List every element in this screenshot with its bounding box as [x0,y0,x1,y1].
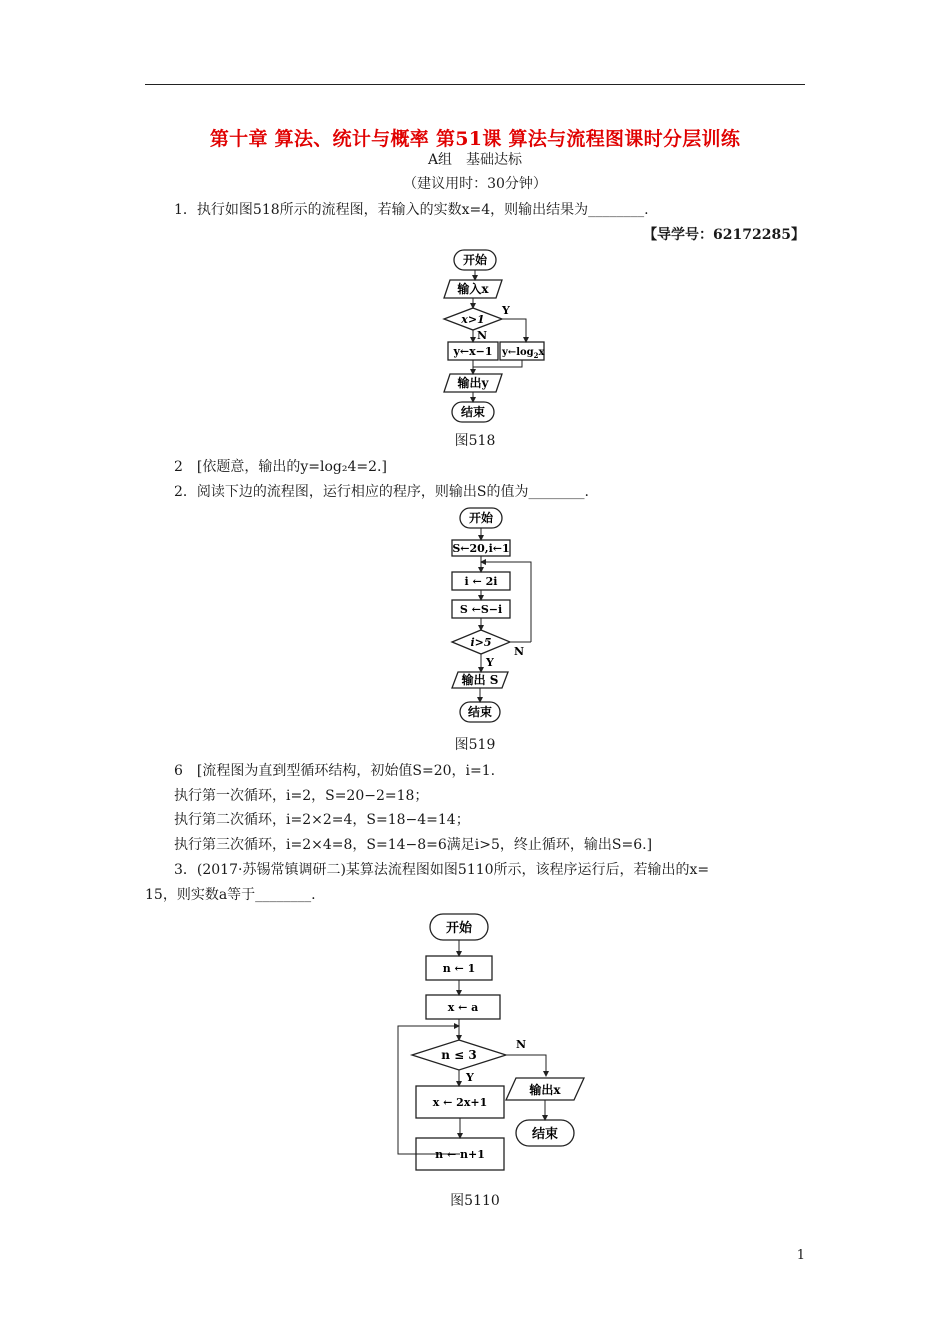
q2-answer-line-1: 6 [流程图为直到型循环结构，初始值S=20，i=1. [174,763,496,779]
q3-text-line-2: 15，则实数a等于________. [145,887,316,903]
q2-answer-line-2: 执行第一次循环，i=2，S=20−2=18； [174,788,429,804]
fc3-init-n-text: n ← 1 [442,962,476,975]
fc1-right-sub: 2 [533,351,539,360]
fc1-input-text: 输入x [457,282,489,296]
fc3-cond-text: n ≤ 3 [441,1048,477,1062]
fc3-end-text: 结束 [531,1127,559,1142]
q3-text-line-1: 3．(2017·苏锡常镇调研二)某算法流程图如图5110所示，该程序运行后，若输出的x= [174,862,710,878]
fc3-yes-label: Y [466,1071,474,1084]
fc3-output-text: 输出x [529,1083,561,1097]
q2-answer-line-3: 执行第二次循环，i=2×2=4，S=18−4=14； [174,812,470,828]
fc1-start-text: 开始 [462,253,488,267]
fc2-output-text: 输出 S [461,673,499,687]
time-hint: （建议用时：30分钟） [403,176,547,192]
page-number: 1 [796,1248,805,1263]
fc1-right-tail: x [538,347,545,358]
fc2-start-text: 开始 [468,511,494,525]
fc2-step1-text: i ← 2i [464,575,498,588]
fc2-cond-text: i>5 [470,636,492,649]
fc2-step2-text: S ←S−i [459,603,503,616]
fc3-start-text: 开始 [445,921,473,936]
fc2-end-text: 结束 [467,705,493,719]
fc2-init-text: S←20,i←1 [452,542,510,555]
q2-text: 2．阅读下边的流程图，运行相应的程序，则输出S的值为________. [174,484,589,500]
caption-5110: 图5110 [450,1193,500,1209]
q1-text: 1．执行如图518所示的流程图，若输入的实数x=4，则输出结果为________. [174,202,649,218]
flowchart-518 [440,246,560,424]
group-label: A组 基础达标 [427,152,523,168]
caption-518: 图518 [454,433,496,449]
caption-519: 图519 [454,737,496,753]
fc1-no-label: N [477,329,488,342]
svg-text:y←log2x [501,347,546,360]
fc3-no-label: N [516,1038,527,1051]
fc3-init-x-text: x ← a [447,1001,479,1014]
chapter-title: 第十章 算法、统计与概率 第51课 算法与流程图课时分层训练 [209,128,741,150]
fc1-end-text: 结束 [460,405,486,419]
fc2-no-label: N [514,645,525,658]
q1-ref: 【导学号：62172285】 [643,227,805,243]
fc3-step1-text: x ← 2x+1 [432,1096,488,1109]
fc1-cond-text: x>1 [461,313,485,326]
fc1-right-text: y←log [502,347,534,358]
fc2-yes-label: Y [486,656,494,669]
header-rule [145,84,805,85]
flowchart-5110 [392,908,592,1184]
fc3-step2-text: n ← n+1 [435,1148,485,1161]
fc1-yes-label: Y [502,304,510,317]
fc1-left-text: y←x−1 [453,345,493,358]
flowchart-519 [440,504,550,726]
q2-answer-line-4: 执行第三次循环，i=2×4=8，S=14−8=6满足i>5，终止循环，输出S=6.] [174,837,653,853]
fc1-output-text: 输出y [457,376,489,390]
q1-answer: 2 [依题意，输出的y=log₂4=2.] [174,459,387,475]
